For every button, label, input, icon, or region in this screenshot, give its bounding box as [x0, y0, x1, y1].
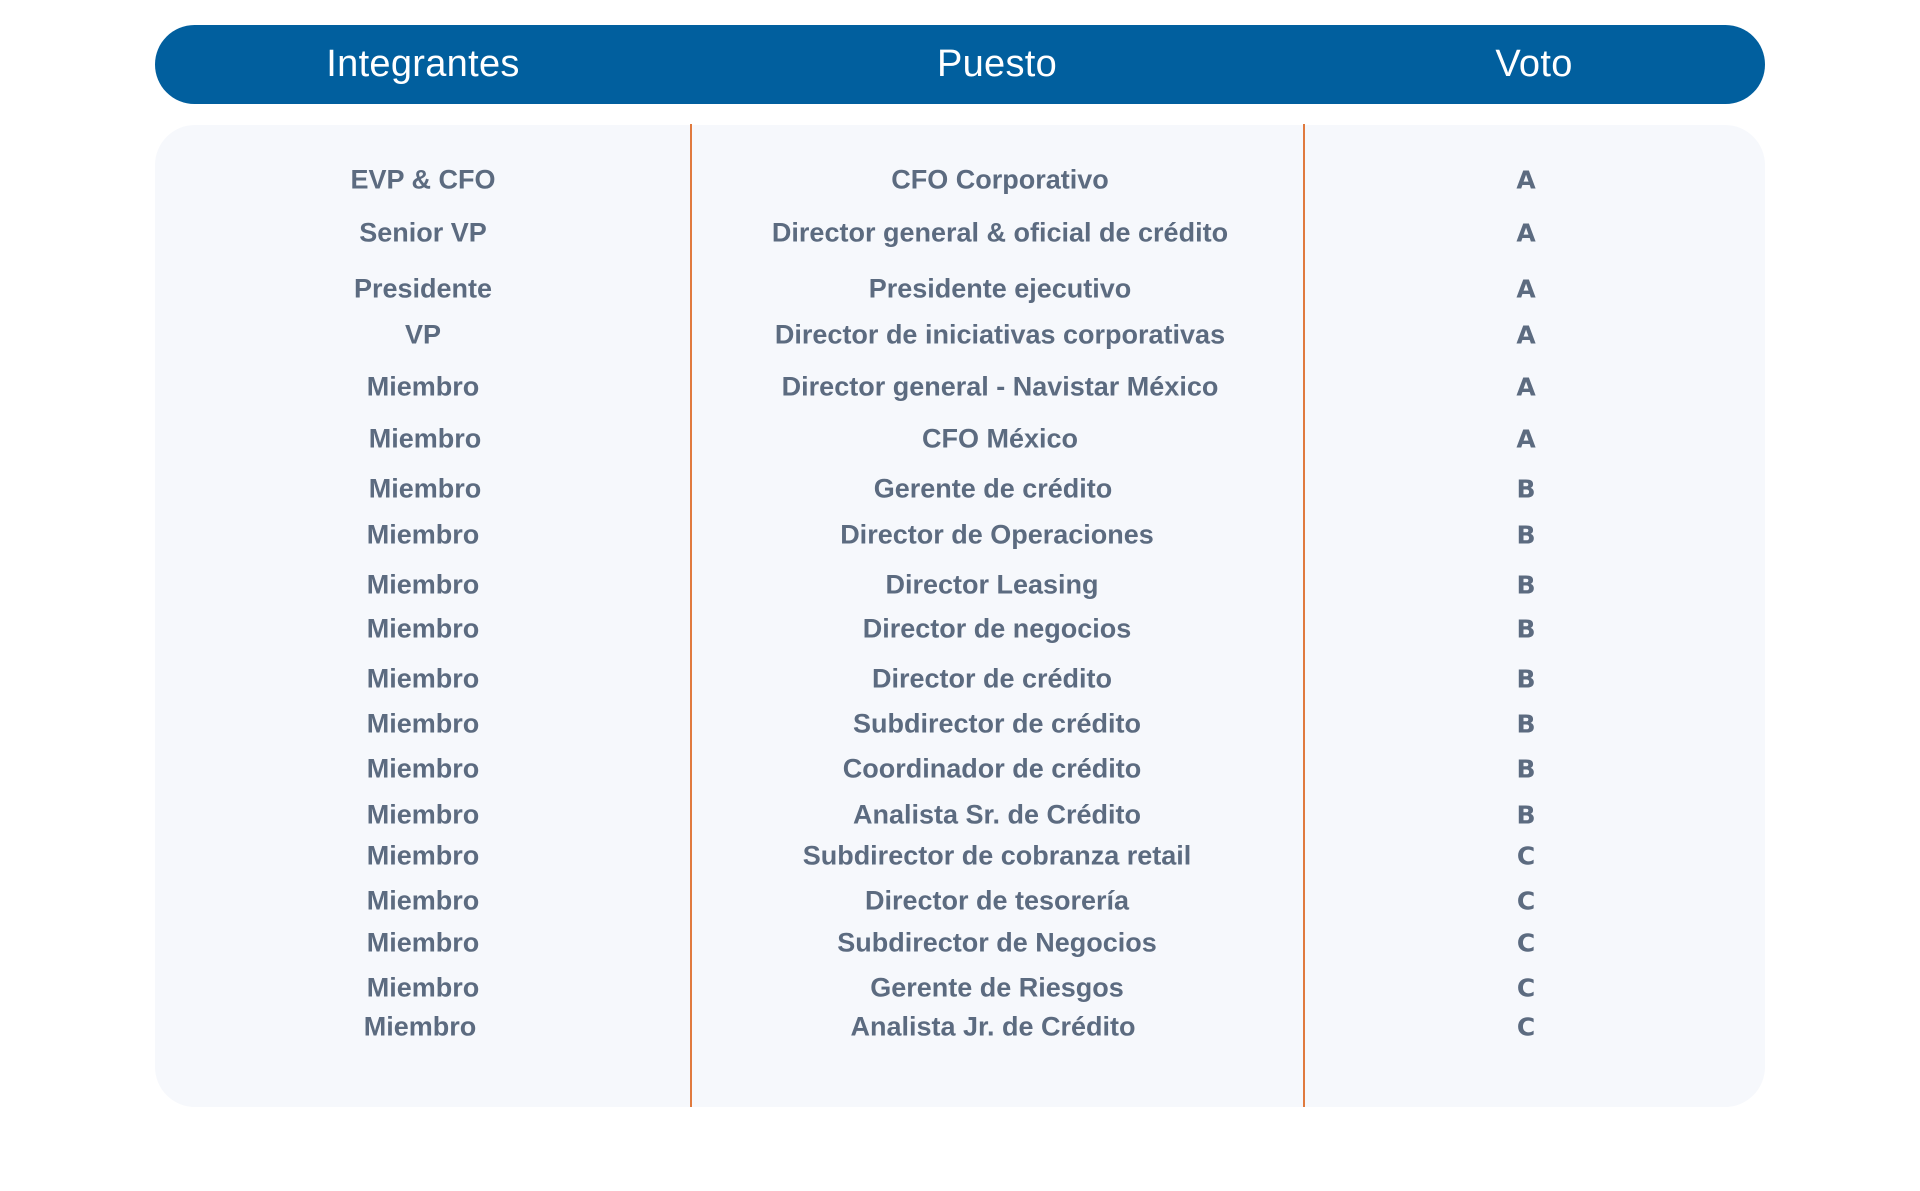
member-cell: Miembro [366, 708, 480, 739]
vote-cell: B [1516, 520, 1536, 550]
member-cell: Miembro [368, 473, 482, 504]
member-cell: Miembro [366, 927, 480, 958]
member-cell: Miembro [366, 840, 480, 871]
position-cell: Analista Sr. de Crédito [852, 799, 1142, 830]
position-cell: Subdirector de Negocios [837, 927, 1157, 958]
member-cell: Miembro [366, 519, 480, 550]
position-cell: Coordinador de crédito [842, 753, 1142, 784]
position-cell: Director de tesorería [864, 885, 1130, 916]
vote-cell: C [1516, 886, 1536, 916]
position-cell: Gerente de Riesgos [870, 972, 1124, 1003]
vote-cell: A [1516, 218, 1536, 248]
member-cell: Presidente [353, 273, 493, 304]
member-cell: Miembro [363, 1011, 477, 1042]
position-cell: Director general - Navistar México [781, 371, 1219, 402]
position-cell: Director de crédito [871, 663, 1113, 694]
header-puesto: Puesto [936, 43, 1058, 85]
vote-cell: C [1516, 928, 1536, 958]
member-cell: Miembro [366, 569, 480, 600]
position-cell: CFO Corporativo [891, 164, 1109, 195]
position-cell: Director de Operaciones [840, 519, 1154, 550]
position-cell: CFO México [921, 423, 1079, 454]
vote-cell: C [1516, 841, 1536, 871]
vote-cell: A [1516, 274, 1536, 304]
position-cell: Director de negocios [862, 613, 1132, 644]
vote-cell: B [1516, 709, 1536, 739]
vote-cell: A [1516, 372, 1536, 402]
position-cell: Director de iniciativas corporativas [774, 319, 1226, 350]
position-cell: Presidente ejecutivo [868, 273, 1132, 304]
vote-cell: B [1516, 664, 1536, 694]
column-divider-1 [690, 124, 692, 1107]
vote-cell: C [1516, 973, 1536, 1003]
position-cell: Director general & oficial de crédito [771, 217, 1229, 248]
vote-cell: A [1516, 165, 1536, 195]
position-cell: Director Leasing [885, 569, 1099, 600]
member-cell: Miembro [366, 799, 480, 830]
position-cell: Subdirector de cobranza retail [802, 840, 1192, 871]
member-cell: Miembro [368, 423, 482, 454]
vote-cell: B [1516, 614, 1536, 644]
position-cell: Analista Jr. de Crédito [850, 1011, 1136, 1042]
member-cell: Senior VP [359, 217, 487, 248]
position-cell: Gerente de crédito [873, 473, 1113, 504]
member-cell: Miembro [366, 885, 480, 916]
vote-cell: B [1516, 800, 1536, 830]
vote-cell: C [1516, 1012, 1536, 1042]
member-cell: Miembro [366, 972, 480, 1003]
member-cell: VP [404, 319, 442, 350]
member-cell: EVP & CFO [350, 164, 496, 195]
vote-cell: B [1516, 474, 1536, 504]
table-header [155, 25, 1765, 104]
member-cell: Miembro [366, 663, 480, 694]
column-divider-2 [1303, 124, 1305, 1107]
position-cell: Subdirector de crédito [852, 708, 1142, 739]
vote-cell: B [1516, 754, 1536, 784]
vote-cell: B [1516, 570, 1536, 600]
member-cell: Miembro [366, 753, 480, 784]
member-cell: Miembro [366, 371, 480, 402]
header-voto: Voto [1495, 43, 1573, 85]
vote-cell: A [1516, 320, 1536, 350]
header-integrantes: Integrantes [326, 43, 520, 85]
member-cell: Miembro [366, 613, 480, 644]
vote-cell: A [1516, 424, 1536, 454]
